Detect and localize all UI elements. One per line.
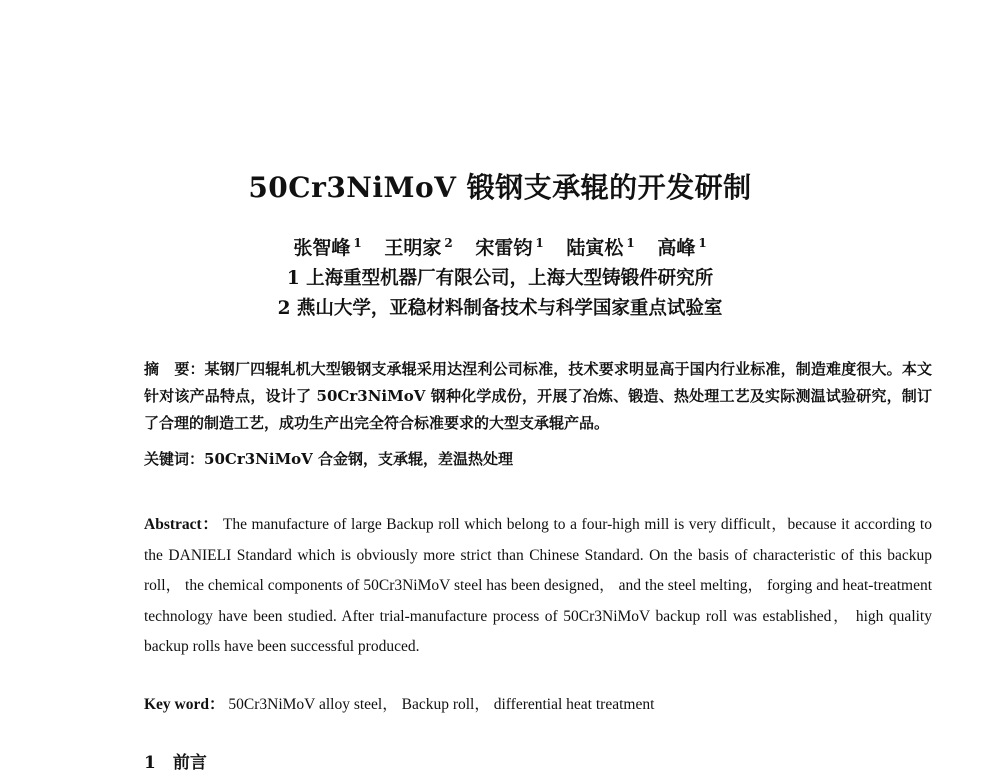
keywords-english-label: Key word： bbox=[144, 696, 225, 713]
abstract-chinese bbox=[108, 356, 932, 437]
author-name: 高峰 bbox=[657, 237, 696, 259]
author-name: 陆寅松 bbox=[566, 237, 624, 259]
section-title: 前言 bbox=[172, 753, 207, 773]
author-name: 王明家 bbox=[384, 237, 442, 259]
author-item bbox=[293, 237, 361, 259]
abstract-english bbox=[108, 510, 932, 663]
affiliation-1: 1 上海重型机器厂有限公司，上海大型铸锻件研究所 bbox=[286, 268, 714, 289]
author-affiliation-mark: 1 bbox=[698, 235, 707, 250]
author-affiliation-mark: 1 bbox=[353, 235, 362, 250]
author-affiliation-mark: 1 bbox=[535, 235, 544, 250]
abstract-english-label: Abstract： bbox=[144, 516, 219, 533]
author-item bbox=[657, 237, 706, 259]
keywords-chinese bbox=[144, 448, 896, 469]
keywords-chinese-text: 50Cr3NiMoV 合金钢，支承辊，差温热处理 bbox=[204, 450, 514, 468]
author-affiliation-mark: 2 bbox=[444, 235, 453, 250]
abstract-chinese-label: 摘 要： bbox=[144, 360, 205, 378]
section-heading bbox=[144, 748, 207, 773]
keywords-english bbox=[144, 692, 896, 714]
keywords-chinese-label: 关键词： bbox=[144, 450, 205, 468]
author-list bbox=[0, 233, 1000, 260]
author-name: 宋雷钧 bbox=[475, 237, 533, 259]
author-item bbox=[475, 237, 543, 259]
author-item bbox=[566, 237, 634, 259]
author-item bbox=[384, 237, 452, 259]
affiliation-2: 2 燕山大学，亚稳材料制备技术与科学国家重点试验室 bbox=[277, 298, 723, 319]
keywords-english-text: 50Cr3NiMoV alloy steel， Backup roll， differential heat treatment bbox=[228, 696, 655, 713]
abstract-chinese-text: 某钢厂四辊轧机大型锻钢支承辊采用达涅利公司标准，技术要求明显高于国内行业标准，制造难度很大。本文针对该产品特点，设计了 50Cr3NiMoV 钢种化学成份，开展了冶炼、锻造、热处理工艺及实际测温试验研究，制订了合理的制造工艺，成功生产出完全符合标准要求的大型支承辊产品。 bbox=[144, 360, 932, 432]
section-number: 1 bbox=[144, 753, 156, 773]
author-affiliation-mark: 1 bbox=[626, 235, 635, 250]
abstract-english-text: The manufacture of large Backup roll which belong to a four-high mill is very difficult，because it according to the DANIELI Standard which is obviously more strict than Chinese Standard. On the basis of characteristic of this backup roll， the chemical components of 50Cr3NiMoV steel has been designed， and the steel melting， forging and heat-treatment technology have been studied. After trial-manufacture process of 50Cr3NiMoV backup roll was established， high quality backup rolls have been successful produced. bbox=[144, 516, 932, 655]
paper-title: 50Cr3NiMoV 锻钢支承辊的开发研制 bbox=[248, 171, 752, 204]
author-name: 张智峰 bbox=[293, 237, 351, 259]
